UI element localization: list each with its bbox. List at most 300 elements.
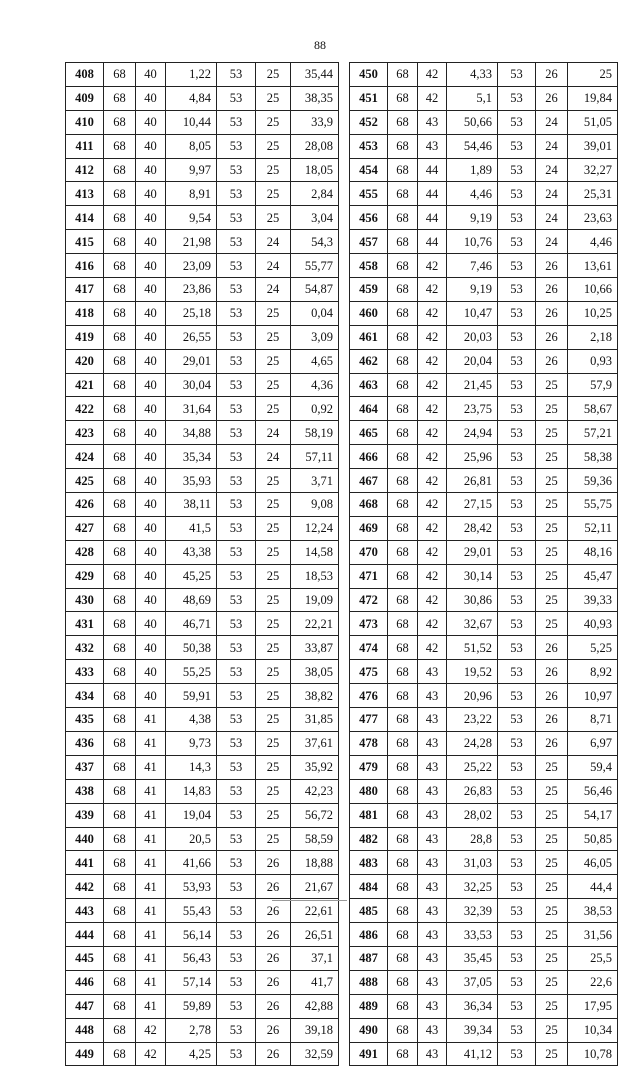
- seconds-lat-cell: 10,44: [166, 110, 217, 134]
- seconds-lat-cell: 48,69: [166, 588, 217, 612]
- degrees-lon-cell: 53: [217, 445, 256, 469]
- minutes-lat-cell: 41: [136, 994, 166, 1018]
- minutes-lat-cell: 40: [136, 660, 166, 684]
- degrees-lat-cell: 68: [104, 708, 136, 732]
- seconds-lon-cell: 39,33: [568, 588, 618, 612]
- point-number-cell: 470: [350, 540, 388, 564]
- point-number-cell: 488: [350, 970, 388, 994]
- table-row: [66, 493, 339, 517]
- minutes-lat-cell: 41: [136, 851, 166, 875]
- degrees-lon-cell: 53: [217, 564, 256, 588]
- minutes-lon-cell: 24: [536, 206, 568, 230]
- minutes-lat-cell: 43: [418, 1018, 447, 1042]
- point-number-cell: 448: [66, 1018, 104, 1042]
- point-number-cell: 446: [66, 970, 104, 994]
- degrees-lat-cell: 68: [104, 827, 136, 851]
- seconds-lon-cell: 33,87: [291, 636, 339, 660]
- seconds-lat-cell: 59,89: [166, 994, 217, 1018]
- seconds-lon-cell: 18,05: [291, 158, 339, 182]
- degrees-lon-cell: 53: [217, 110, 256, 134]
- minutes-lat-cell: 43: [418, 875, 447, 899]
- point-number-cell: 453: [350, 134, 388, 158]
- point-number-cell: 418: [66, 301, 104, 325]
- minutes-lon-cell: 25: [536, 875, 568, 899]
- minutes-lat-cell: 40: [136, 612, 166, 636]
- minutes-lat-cell: 42: [418, 301, 447, 325]
- point-number-cell: 474: [350, 636, 388, 660]
- seconds-lon-cell: 57,9: [568, 373, 618, 397]
- seconds-lat-cell: 26,81: [447, 469, 498, 493]
- seconds-lon-cell: 56,46: [568, 779, 618, 803]
- degrees-lat-cell: 68: [388, 206, 418, 230]
- seconds-lon-cell: 0,04: [291, 301, 339, 325]
- minutes-lat-cell: 41: [136, 946, 166, 970]
- seconds-lat-cell: 38,11: [166, 493, 217, 517]
- degrees-lat-cell: 68: [388, 254, 418, 278]
- minutes-lon-cell: 25: [256, 588, 291, 612]
- seconds-lon-cell: 4,36: [291, 373, 339, 397]
- point-number-cell: 425: [66, 469, 104, 493]
- table-row: [66, 278, 339, 302]
- table-row: [350, 1018, 618, 1042]
- minutes-lon-cell: 24: [536, 110, 568, 134]
- point-number-cell: 421: [66, 373, 104, 397]
- table-row: [350, 516, 618, 540]
- degrees-lon-cell: 53: [217, 421, 256, 445]
- table-row: [350, 158, 618, 182]
- point-number-cell: 409: [66, 86, 104, 110]
- seconds-lat-cell: 20,03: [447, 325, 498, 349]
- minutes-lon-cell: 24: [256, 421, 291, 445]
- seconds-lon-cell: 32,27: [568, 158, 618, 182]
- degrees-lon-cell: 53: [217, 946, 256, 970]
- minutes-lat-cell: 44: [418, 158, 447, 182]
- minutes-lon-cell: 25: [256, 349, 291, 373]
- degrees-lon-cell: 53: [498, 516, 536, 540]
- degrees-lon-cell: 53: [498, 206, 536, 230]
- seconds-lat-cell: 19,04: [166, 803, 217, 827]
- degrees-lat-cell: 68: [104, 1018, 136, 1042]
- minutes-lat-cell: 40: [136, 301, 166, 325]
- degrees-lon-cell: 53: [217, 875, 256, 899]
- degrees-lat-cell: 68: [104, 1042, 136, 1066]
- seconds-lat-cell: 57,14: [166, 970, 217, 994]
- degrees-lat-cell: 68: [104, 660, 136, 684]
- table-row: [350, 230, 618, 254]
- degrees-lat-cell: 68: [388, 851, 418, 875]
- seconds-lon-cell: 45,47: [568, 564, 618, 588]
- degrees-lon-cell: 53: [498, 373, 536, 397]
- degrees-lon-cell: 53: [498, 540, 536, 564]
- seconds-lat-cell: 41,66: [166, 851, 217, 875]
- minutes-lat-cell: 40: [136, 397, 166, 421]
- point-number-cell: 442: [66, 875, 104, 899]
- degrees-lat-cell: 68: [388, 421, 418, 445]
- seconds-lat-cell: 56,43: [166, 946, 217, 970]
- point-number-cell: 412: [66, 158, 104, 182]
- degrees-lat-cell: 68: [388, 469, 418, 493]
- table-row: [66, 373, 339, 397]
- degrees-lat-cell: 68: [104, 731, 136, 755]
- table-row: [66, 158, 339, 182]
- table-row: [350, 994, 618, 1018]
- degrees-lon-cell: 53: [217, 636, 256, 660]
- degrees-lon-cell: 53: [217, 588, 256, 612]
- degrees-lat-cell: 68: [388, 540, 418, 564]
- point-number-cell: 456: [350, 206, 388, 230]
- table-row: [350, 684, 618, 708]
- minutes-lat-cell: 41: [136, 899, 166, 923]
- table-row: [66, 899, 339, 923]
- degrees-lon-cell: 53: [217, 254, 256, 278]
- degrees-lat-cell: 68: [388, 493, 418, 517]
- degrees-lon-cell: 53: [217, 803, 256, 827]
- point-number-cell: 481: [350, 803, 388, 827]
- table-row: [350, 875, 618, 899]
- minutes-lon-cell: 25: [256, 564, 291, 588]
- table-row: [350, 540, 618, 564]
- minutes-lat-cell: 40: [136, 110, 166, 134]
- minutes-lat-cell: 43: [418, 899, 447, 923]
- table-row: [66, 349, 339, 373]
- point-number-cell: 469: [350, 516, 388, 540]
- degrees-lon-cell: 53: [217, 731, 256, 755]
- degrees-lon-cell: 53: [498, 325, 536, 349]
- point-number-cell: 480: [350, 779, 388, 803]
- degrees-lat-cell: 68: [388, 134, 418, 158]
- minutes-lat-cell: 40: [136, 63, 166, 87]
- degrees-lat-cell: 68: [104, 373, 136, 397]
- table-row: [350, 301, 618, 325]
- seconds-lat-cell: 8,05: [166, 134, 217, 158]
- seconds-lat-cell: 35,34: [166, 445, 217, 469]
- seconds-lat-cell: 35,45: [447, 946, 498, 970]
- seconds-lon-cell: 54,3: [291, 230, 339, 254]
- degrees-lon-cell: 53: [217, 516, 256, 540]
- minutes-lon-cell: 25: [256, 540, 291, 564]
- seconds-lon-cell: 10,25: [568, 301, 618, 325]
- point-number-cell: 460: [350, 301, 388, 325]
- minutes-lat-cell: 40: [136, 540, 166, 564]
- table-row: [66, 851, 339, 875]
- degrees-lon-cell: 53: [217, 923, 256, 947]
- seconds-lon-cell: 13,61: [568, 254, 618, 278]
- degrees-lon-cell: 53: [217, 182, 256, 206]
- degrees-lat-cell: 68: [104, 875, 136, 899]
- seconds-lat-cell: 5,1: [447, 86, 498, 110]
- table-row: [350, 182, 618, 206]
- table-row: [66, 301, 339, 325]
- minutes-lat-cell: 42: [418, 445, 447, 469]
- table-row: [66, 63, 339, 87]
- table-row: [350, 469, 618, 493]
- seconds-lon-cell: 48,16: [568, 540, 618, 564]
- seconds-lat-cell: 2,78: [166, 1018, 217, 1042]
- table-row: [350, 779, 618, 803]
- table-row: [350, 397, 618, 421]
- seconds-lat-cell: 20,5: [166, 827, 217, 851]
- coordinates-table-left: [65, 62, 339, 1066]
- point-number-cell: 463: [350, 373, 388, 397]
- seconds-lat-cell: 7,46: [447, 254, 498, 278]
- seconds-lon-cell: 41,7: [291, 970, 339, 994]
- minutes-lon-cell: 24: [256, 254, 291, 278]
- seconds-lon-cell: 3,09: [291, 325, 339, 349]
- minutes-lat-cell: 42: [418, 588, 447, 612]
- seconds-lon-cell: 31,56: [568, 923, 618, 947]
- point-number-cell: 440: [66, 827, 104, 851]
- degrees-lon-cell: 53: [498, 731, 536, 755]
- degrees-lon-cell: 53: [498, 708, 536, 732]
- seconds-lon-cell: 38,05: [291, 660, 339, 684]
- minutes-lon-cell: 25: [536, 445, 568, 469]
- seconds-lon-cell: 25,5: [568, 946, 618, 970]
- seconds-lon-cell: 58,19: [291, 421, 339, 445]
- minutes-lat-cell: 43: [418, 731, 447, 755]
- seconds-lon-cell: 14,58: [291, 540, 339, 564]
- point-number-cell: 455: [350, 182, 388, 206]
- minutes-lon-cell: 25: [256, 397, 291, 421]
- degrees-lat-cell: 68: [104, 86, 136, 110]
- degrees-lon-cell: 53: [498, 827, 536, 851]
- degrees-lon-cell: 53: [498, 230, 536, 254]
- seconds-lon-cell: 4,46: [568, 230, 618, 254]
- seconds-lon-cell: 33,9: [291, 110, 339, 134]
- seconds-lat-cell: 23,86: [166, 278, 217, 302]
- degrees-lat-cell: 68: [388, 230, 418, 254]
- seconds-lat-cell: 39,34: [447, 1018, 498, 1042]
- seconds-lat-cell: 28,02: [447, 803, 498, 827]
- degrees-lat-cell: 68: [388, 684, 418, 708]
- seconds-lat-cell: 51,52: [447, 636, 498, 660]
- seconds-lon-cell: 3,04: [291, 206, 339, 230]
- seconds-lon-cell: 19,09: [291, 588, 339, 612]
- table-row: [350, 970, 618, 994]
- degrees-lon-cell: 53: [498, 994, 536, 1018]
- seconds-lon-cell: 58,59: [291, 827, 339, 851]
- minutes-lon-cell: 25: [536, 827, 568, 851]
- seconds-lat-cell: 10,76: [447, 230, 498, 254]
- minutes-lat-cell: 40: [136, 325, 166, 349]
- minutes-lon-cell: 26: [536, 731, 568, 755]
- degrees-lon-cell: 53: [217, 708, 256, 732]
- seconds-lon-cell: 26,51: [291, 923, 339, 947]
- minutes-lat-cell: 40: [136, 636, 166, 660]
- table-row: [350, 899, 618, 923]
- seconds-lat-cell: 24,94: [447, 421, 498, 445]
- degrees-lon-cell: 53: [498, 254, 536, 278]
- seconds-lon-cell: 35,92: [291, 755, 339, 779]
- table-row: [66, 779, 339, 803]
- point-number-cell: 489: [350, 994, 388, 1018]
- point-number-cell: 475: [350, 660, 388, 684]
- degrees-lon-cell: 53: [217, 684, 256, 708]
- minutes-lat-cell: 43: [418, 946, 447, 970]
- degrees-lat-cell: 68: [104, 445, 136, 469]
- seconds-lat-cell: 8,91: [166, 182, 217, 206]
- minutes-lat-cell: 40: [136, 469, 166, 493]
- point-number-cell: 450: [350, 63, 388, 87]
- degrees-lat-cell: 68: [104, 349, 136, 373]
- seconds-lat-cell: 9,97: [166, 158, 217, 182]
- point-number-cell: 447: [66, 994, 104, 1018]
- table-row: [66, 254, 339, 278]
- point-number-cell: 466: [350, 445, 388, 469]
- degrees-lat-cell: 68: [388, 445, 418, 469]
- minutes-lon-cell: 26: [256, 970, 291, 994]
- seconds-lat-cell: 26,83: [447, 779, 498, 803]
- table-row: [350, 564, 618, 588]
- degrees-lon-cell: 53: [217, 397, 256, 421]
- degrees-lat-cell: 68: [104, 63, 136, 87]
- degrees-lat-cell: 68: [104, 182, 136, 206]
- degrees-lat-cell: 68: [388, 86, 418, 110]
- point-number-cell: 467: [350, 469, 388, 493]
- degrees-lat-cell: 68: [388, 946, 418, 970]
- minutes-lat-cell: 40: [136, 564, 166, 588]
- point-number-cell: 432: [66, 636, 104, 660]
- degrees-lat-cell: 68: [388, 373, 418, 397]
- bottom-rule: [272, 900, 347, 901]
- minutes-lon-cell: 26: [536, 684, 568, 708]
- minutes-lon-cell: 25: [536, 564, 568, 588]
- minutes-lon-cell: 25: [256, 86, 291, 110]
- table-row: [66, 1018, 339, 1042]
- point-number-cell: 429: [66, 564, 104, 588]
- seconds-lon-cell: 58,67: [568, 397, 618, 421]
- seconds-lat-cell: 35,93: [166, 469, 217, 493]
- minutes-lat-cell: 42: [418, 612, 447, 636]
- minutes-lon-cell: 26: [536, 708, 568, 732]
- table-row: [350, 946, 618, 970]
- minutes-lon-cell: 25: [256, 636, 291, 660]
- seconds-lat-cell: 29,01: [447, 540, 498, 564]
- point-number-cell: 454: [350, 158, 388, 182]
- seconds-lat-cell: 30,04: [166, 373, 217, 397]
- table-row: [350, 708, 618, 732]
- minutes-lat-cell: 43: [418, 923, 447, 947]
- seconds-lon-cell: 56,72: [291, 803, 339, 827]
- degrees-lon-cell: 53: [498, 493, 536, 517]
- table-row: [66, 660, 339, 684]
- point-number-cell: 431: [66, 612, 104, 636]
- point-number-cell: 436: [66, 731, 104, 755]
- minutes-lat-cell: 42: [418, 373, 447, 397]
- table-row: [350, 86, 618, 110]
- degrees-lat-cell: 68: [388, 278, 418, 302]
- degrees-lon-cell: 53: [217, 970, 256, 994]
- minutes-lat-cell: 41: [136, 779, 166, 803]
- seconds-lon-cell: 23,63: [568, 206, 618, 230]
- minutes-lon-cell: 25: [536, 946, 568, 970]
- degrees-lon-cell: 53: [217, 755, 256, 779]
- seconds-lat-cell: 23,75: [447, 397, 498, 421]
- degrees-lat-cell: 68: [388, 875, 418, 899]
- degrees-lat-cell: 68: [104, 325, 136, 349]
- minutes-lon-cell: 25: [256, 803, 291, 827]
- minutes-lat-cell: 44: [418, 182, 447, 206]
- seconds-lat-cell: 4,46: [447, 182, 498, 206]
- seconds-lon-cell: 54,17: [568, 803, 618, 827]
- degrees-lat-cell: 68: [104, 254, 136, 278]
- degrees-lat-cell: 68: [104, 134, 136, 158]
- table-row: [350, 349, 618, 373]
- seconds-lon-cell: 42,88: [291, 994, 339, 1018]
- minutes-lon-cell: 25: [256, 708, 291, 732]
- seconds-lon-cell: 51,05: [568, 110, 618, 134]
- degrees-lon-cell: 53: [217, 301, 256, 325]
- point-number-cell: 472: [350, 588, 388, 612]
- minutes-lat-cell: 40: [136, 588, 166, 612]
- degrees-lat-cell: 68: [104, 899, 136, 923]
- point-number-cell: 476: [350, 684, 388, 708]
- seconds-lat-cell: 46,71: [166, 612, 217, 636]
- seconds-lat-cell: 45,25: [166, 564, 217, 588]
- point-number-cell: 437: [66, 755, 104, 779]
- seconds-lon-cell: 44,4: [568, 875, 618, 899]
- seconds-lat-cell: 50,66: [447, 110, 498, 134]
- minutes-lat-cell: 40: [136, 182, 166, 206]
- point-number-cell: 420: [66, 349, 104, 373]
- degrees-lon-cell: 53: [498, 588, 536, 612]
- table-row: [350, 755, 618, 779]
- minutes-lat-cell: 42: [418, 636, 447, 660]
- minutes-lon-cell: 25: [536, 588, 568, 612]
- seconds-lat-cell: 23,09: [166, 254, 217, 278]
- degrees-lat-cell: 68: [104, 469, 136, 493]
- seconds-lat-cell: 41,5: [166, 516, 217, 540]
- minutes-lon-cell: 25: [536, 1042, 568, 1066]
- seconds-lon-cell: 10,97: [568, 684, 618, 708]
- seconds-lon-cell: 18,53: [291, 564, 339, 588]
- minutes-lat-cell: 43: [418, 110, 447, 134]
- seconds-lon-cell: 39,18: [291, 1018, 339, 1042]
- minutes-lon-cell: 25: [256, 684, 291, 708]
- seconds-lon-cell: 0,92: [291, 397, 339, 421]
- point-number-cell: 449: [66, 1042, 104, 1066]
- table-row: [66, 86, 339, 110]
- minutes-lon-cell: 25: [536, 421, 568, 445]
- degrees-lon-cell: 53: [217, 827, 256, 851]
- degrees-lon-cell: 53: [498, 134, 536, 158]
- seconds-lat-cell: 23,22: [447, 708, 498, 732]
- degrees-lon-cell: 53: [217, 612, 256, 636]
- degrees-lat-cell: 68: [388, 397, 418, 421]
- minutes-lat-cell: 40: [136, 134, 166, 158]
- point-number-cell: 439: [66, 803, 104, 827]
- minutes-lat-cell: 40: [136, 421, 166, 445]
- minutes-lon-cell: 26: [256, 1018, 291, 1042]
- minutes-lat-cell: 42: [418, 469, 447, 493]
- seconds-lat-cell: 28,8: [447, 827, 498, 851]
- seconds-lon-cell: 10,34: [568, 1018, 618, 1042]
- seconds-lon-cell: 50,85: [568, 827, 618, 851]
- seconds-lat-cell: 43,38: [166, 540, 217, 564]
- point-number-cell: 451: [350, 86, 388, 110]
- degrees-lat-cell: 68: [104, 970, 136, 994]
- minutes-lat-cell: 40: [136, 278, 166, 302]
- point-number-cell: 433: [66, 660, 104, 684]
- seconds-lon-cell: 59,4: [568, 755, 618, 779]
- table-row: [350, 660, 618, 684]
- minutes-lon-cell: 25: [536, 803, 568, 827]
- degrees-lon-cell: 53: [498, 899, 536, 923]
- degrees-lat-cell: 68: [104, 851, 136, 875]
- minutes-lon-cell: 25: [256, 493, 291, 517]
- minutes-lat-cell: 41: [136, 970, 166, 994]
- degrees-lon-cell: 53: [498, 923, 536, 947]
- seconds-lat-cell: 31,64: [166, 397, 217, 421]
